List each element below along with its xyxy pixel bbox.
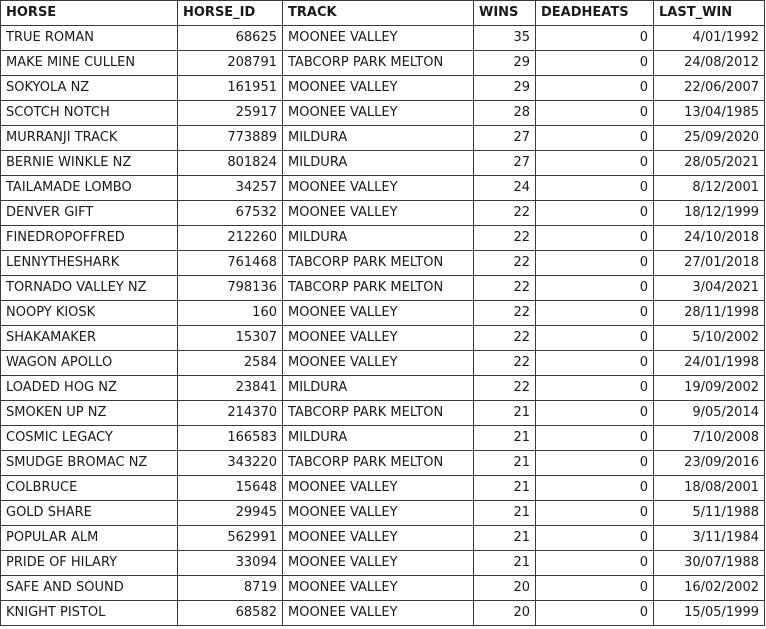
table-row	[1, 26, 765, 51]
cell-wins: 21	[474, 501, 536, 526]
cell-last-win: 9/05/2014	[654, 401, 765, 426]
table-row	[1, 476, 765, 501]
cell-last-win: 3/11/1984	[654, 526, 765, 551]
cell-track: MOONEE VALLEY	[283, 351, 474, 376]
cell-horse-id: 8719	[178, 576, 283, 601]
table-row	[1, 426, 765, 451]
cell-deadheats: 0	[536, 401, 654, 426]
cell-horse-id: 68625	[178, 26, 283, 51]
cell-track: MOONEE VALLEY	[283, 301, 474, 326]
cell-horse-id: 15648	[178, 476, 283, 501]
cell-horse-id: 798136	[178, 276, 283, 301]
cell-deadheats: 0	[536, 476, 654, 501]
cell-track: MILDURA	[283, 126, 474, 151]
cell-wins: 27	[474, 151, 536, 176]
cell-deadheats: 0	[536, 601, 654, 626]
cell-horse-id: 343220	[178, 451, 283, 476]
cell-horse-id: 212260	[178, 226, 283, 251]
cell-deadheats: 0	[536, 176, 654, 201]
cell-horse: SMUDGE BROMAC NZ	[1, 451, 178, 476]
cell-wins: 22	[474, 201, 536, 226]
cell-deadheats: 0	[536, 226, 654, 251]
cell-last-win: 15/05/1999	[654, 601, 765, 626]
cell-deadheats: 0	[536, 526, 654, 551]
cell-wins: 29	[474, 51, 536, 76]
header-deadheats: DEADHEATS	[536, 1, 654, 26]
cell-last-win: 24/01/1998	[654, 351, 765, 376]
cell-deadheats: 0	[536, 301, 654, 326]
table-row	[1, 351, 765, 376]
cell-horse-id: 166583	[178, 426, 283, 451]
cell-last-win: 7/10/2008	[654, 426, 765, 451]
header-wins: WINS	[474, 1, 536, 26]
cell-last-win: 28/05/2021	[654, 151, 765, 176]
cell-deadheats: 0	[536, 501, 654, 526]
cell-last-win: 23/09/2016	[654, 451, 765, 476]
cell-last-win: 27/01/2018	[654, 251, 765, 276]
cell-horse: FINEDROPOFFRED	[1, 226, 178, 251]
cell-wins: 22	[474, 351, 536, 376]
cell-horse-id: 23841	[178, 376, 283, 401]
cell-last-win: 28/11/1998	[654, 301, 765, 326]
header-track: TRACK	[283, 1, 474, 26]
cell-horse: TRUE ROMAN	[1, 26, 178, 51]
table-row	[1, 151, 765, 176]
cell-deadheats: 0	[536, 26, 654, 51]
cell-horse-id: 68582	[178, 601, 283, 626]
cell-horse: SCOTCH NOTCH	[1, 101, 178, 126]
cell-deadheats: 0	[536, 51, 654, 76]
cell-horse-id: 2584	[178, 351, 283, 376]
cell-wins: 22	[474, 301, 536, 326]
cell-track: TABCORP PARK MELTON	[283, 401, 474, 426]
cell-wins: 22	[474, 226, 536, 251]
cell-horse: POPULAR ALM	[1, 526, 178, 551]
cell-horse: SOKYOLA NZ	[1, 76, 178, 101]
cell-track: MOONEE VALLEY	[283, 526, 474, 551]
cell-horse: DENVER GIFT	[1, 201, 178, 226]
cell-horse: LENNYTHESHARK	[1, 251, 178, 276]
cell-wins: 21	[474, 551, 536, 576]
cell-last-win: 24/08/2012	[654, 51, 765, 76]
table-row	[1, 301, 765, 326]
cell-deadheats: 0	[536, 351, 654, 376]
cell-horse: TORNADO VALLEY NZ	[1, 276, 178, 301]
cell-horse-id: 29945	[178, 501, 283, 526]
cell-track: MOONEE VALLEY	[283, 101, 474, 126]
cell-deadheats: 0	[536, 326, 654, 351]
cell-track: MOONEE VALLEY	[283, 476, 474, 501]
cell-last-win: 22/06/2007	[654, 76, 765, 101]
cell-horse-id: 562991	[178, 526, 283, 551]
cell-horse-id: 15307	[178, 326, 283, 351]
table-row	[1, 551, 765, 576]
cell-track: TABCORP PARK MELTON	[283, 251, 474, 276]
cell-last-win: 19/09/2002	[654, 376, 765, 401]
cell-horse-id: 34257	[178, 176, 283, 201]
table-row	[1, 576, 765, 601]
cell-horse-id: 773889	[178, 126, 283, 151]
cell-track: MILDURA	[283, 426, 474, 451]
cell-horse-id: 801824	[178, 151, 283, 176]
cell-track: TABCORP PARK MELTON	[283, 51, 474, 76]
cell-wins: 24	[474, 176, 536, 201]
cell-wins: 28	[474, 101, 536, 126]
cell-horse: MURRANJI TRACK	[1, 126, 178, 151]
table-row	[1, 326, 765, 351]
cell-last-win: 18/08/2001	[654, 476, 765, 501]
cell-wins: 29	[474, 76, 536, 101]
table-row	[1, 251, 765, 276]
cell-horse: LOADED HOG NZ	[1, 376, 178, 401]
cell-horse: MAKE MINE CULLEN	[1, 51, 178, 76]
cell-horse: SMOKEN UP NZ	[1, 401, 178, 426]
table-row	[1, 276, 765, 301]
cell-wins: 22	[474, 376, 536, 401]
cell-wins: 22	[474, 251, 536, 276]
cell-horse-id: 67532	[178, 201, 283, 226]
cell-wins: 22	[474, 326, 536, 351]
cell-last-win: 13/04/1985	[654, 101, 765, 126]
cell-deadheats: 0	[536, 101, 654, 126]
cell-horse: BERNIE WINKLE NZ	[1, 151, 178, 176]
cell-horse: WAGON APOLLO	[1, 351, 178, 376]
cell-last-win: 25/09/2020	[654, 126, 765, 151]
cell-last-win: 18/12/1999	[654, 201, 765, 226]
cell-deadheats: 0	[536, 426, 654, 451]
cell-track: MILDURA	[283, 226, 474, 251]
cell-wins: 20	[474, 601, 536, 626]
cell-track: MOONEE VALLEY	[283, 326, 474, 351]
header-row	[1, 1, 765, 26]
cell-track: MOONEE VALLEY	[283, 551, 474, 576]
cell-deadheats: 0	[536, 151, 654, 176]
cell-horse-id: 208791	[178, 51, 283, 76]
cell-horse-id: 25917	[178, 101, 283, 126]
cell-wins: 21	[474, 526, 536, 551]
cell-wins: 21	[474, 401, 536, 426]
cell-deadheats: 0	[536, 76, 654, 101]
cell-horse: COLBRUCE	[1, 476, 178, 501]
cell-horse: KNIGHT PISTOL	[1, 601, 178, 626]
cell-wins: 21	[474, 451, 536, 476]
table-row	[1, 201, 765, 226]
table-row	[1, 176, 765, 201]
cell-last-win: 5/10/2002	[654, 326, 765, 351]
cell-horse: SAFE AND SOUND	[1, 576, 178, 601]
table-row	[1, 451, 765, 476]
cell-deadheats: 0	[536, 376, 654, 401]
table-row	[1, 76, 765, 101]
header-horse-id: HORSE_ID	[178, 1, 283, 26]
cell-horse: SHAKAMAKER	[1, 326, 178, 351]
cell-horse: NOOPY KIOSK	[1, 301, 178, 326]
cell-track: MOONEE VALLEY	[283, 576, 474, 601]
cell-deadheats: 0	[536, 201, 654, 226]
cell-track: MOONEE VALLEY	[283, 176, 474, 201]
cell-track: MOONEE VALLEY	[283, 601, 474, 626]
cell-last-win: 24/10/2018	[654, 226, 765, 251]
cell-horse-id: 33094	[178, 551, 283, 576]
cell-last-win: 30/07/1988	[654, 551, 765, 576]
cell-track: MILDURA	[283, 151, 474, 176]
cell-horse: TAILAMADE LOMBO	[1, 176, 178, 201]
cell-horse-id: 761468	[178, 251, 283, 276]
cell-wins: 22	[474, 276, 536, 301]
cell-last-win: 3/04/2021	[654, 276, 765, 301]
cell-track: MOONEE VALLEY	[283, 26, 474, 51]
cell-last-win: 8/12/2001	[654, 176, 765, 201]
table-row	[1, 526, 765, 551]
table-row	[1, 401, 765, 426]
cell-deadheats: 0	[536, 551, 654, 576]
cell-wins: 21	[474, 476, 536, 501]
table-row	[1, 501, 765, 526]
cell-wins: 21	[474, 426, 536, 451]
cell-horse: PRIDE OF HILARY	[1, 551, 178, 576]
cell-track: MILDURA	[283, 376, 474, 401]
cell-last-win: 5/11/1988	[654, 501, 765, 526]
cell-horse: COSMIC LEGACY	[1, 426, 178, 451]
cell-deadheats: 0	[536, 126, 654, 151]
table-row	[1, 376, 765, 401]
cell-deadheats: 0	[536, 451, 654, 476]
table-row	[1, 51, 765, 76]
cell-deadheats: 0	[536, 251, 654, 276]
table-row	[1, 601, 765, 626]
cell-horse-id: 160	[178, 301, 283, 326]
cell-last-win: 16/02/2002	[654, 576, 765, 601]
cell-track: TABCORP PARK MELTON	[283, 276, 474, 301]
header-last-win: LAST_WIN	[654, 1, 765, 26]
cell-deadheats: 0	[536, 276, 654, 301]
cell-deadheats: 0	[536, 576, 654, 601]
cell-wins: 27	[474, 126, 536, 151]
table-row	[1, 126, 765, 151]
cell-horse-id: 214370	[178, 401, 283, 426]
cell-track: TABCORP PARK MELTON	[283, 451, 474, 476]
header-horse: HORSE	[1, 1, 178, 26]
cell-track: MOONEE VALLEY	[283, 201, 474, 226]
cell-track: MOONEE VALLEY	[283, 76, 474, 101]
table-row	[1, 226, 765, 251]
cell-track: MOONEE VALLEY	[283, 501, 474, 526]
cell-wins: 35	[474, 26, 536, 51]
cell-horse-id: 161951	[178, 76, 283, 101]
cell-last-win: 4/01/1992	[654, 26, 765, 51]
cell-horse: GOLD SHARE	[1, 501, 178, 526]
table-row	[1, 101, 765, 126]
cell-wins: 20	[474, 576, 536, 601]
